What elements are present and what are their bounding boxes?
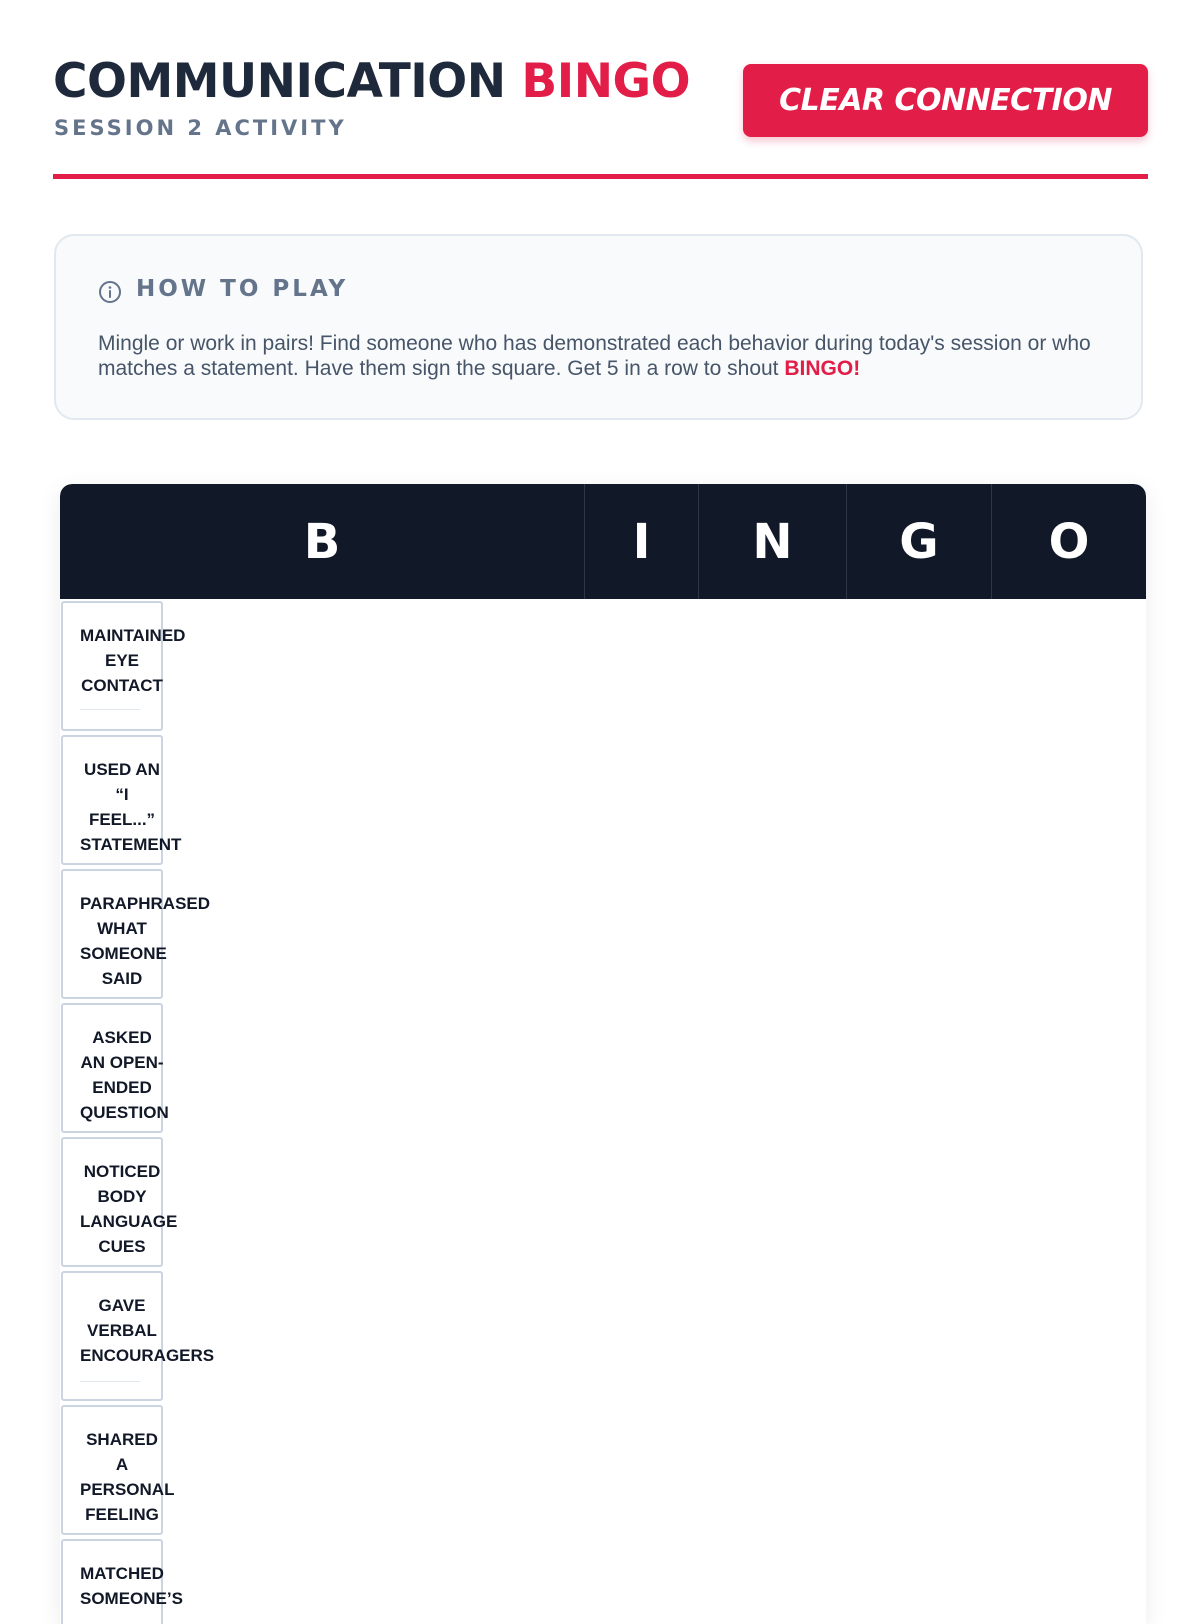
page-title (53, 52, 690, 112)
square-label: MAINTAINED EYE CONTACT (80, 626, 186, 695)
clear-connection-button[interactable]: CLEAR CONNECTION (743, 64, 1148, 137)
signature-line (80, 709, 140, 710)
square-label: ASKED AN OPEN-ENDED QUESTION (80, 1028, 169, 1122)
square-label: NOTICED BODY LANGUAGE CUES (80, 1162, 178, 1256)
column-header-n: N (699, 484, 847, 599)
square-label: GAVE VERBAL ENCOURAGERS (80, 1296, 215, 1365)
how-to-play-text (98, 331, 1098, 381)
column-header-o: O (1048, 513, 1090, 570)
signature-line (80, 1381, 140, 1382)
bingo-card-header (60, 484, 1146, 599)
column-header-b: B (60, 484, 585, 599)
bingo-highlight: BINGO! (784, 357, 861, 380)
bingo-card (60, 484, 1146, 1624)
instructions-body: Mingle or work in pairs! Find someone who has demonstrated each behavior during today's session or who matches a statement. Have them sign the square. Get 5 in a row to shout (98, 332, 1091, 380)
header-divider (53, 174, 1148, 179)
page-subtitle: SESSION 2 ACTIVITY (54, 116, 347, 140)
column-header-g: G (847, 484, 992, 599)
square-label: USED AN “I FEEL...” STATEMENT (80, 760, 182, 854)
square-label: SHARED A PERSONAL FEELING (80, 1430, 175, 1524)
square-label: MATCHED SOMEONE’S (80, 1564, 183, 1608)
title-main: COMMUNICATION (53, 54, 506, 109)
square-label: PARAPHRASED WHAT SOMEONE SAID (80, 894, 211, 988)
info-icon (98, 280, 122, 304)
how-to-play-heading: HOW TO PLAY (136, 276, 349, 302)
title-accent: BINGO (521, 54, 691, 109)
column-header-i: I (585, 484, 699, 599)
how-to-play-panel (54, 234, 1143, 420)
